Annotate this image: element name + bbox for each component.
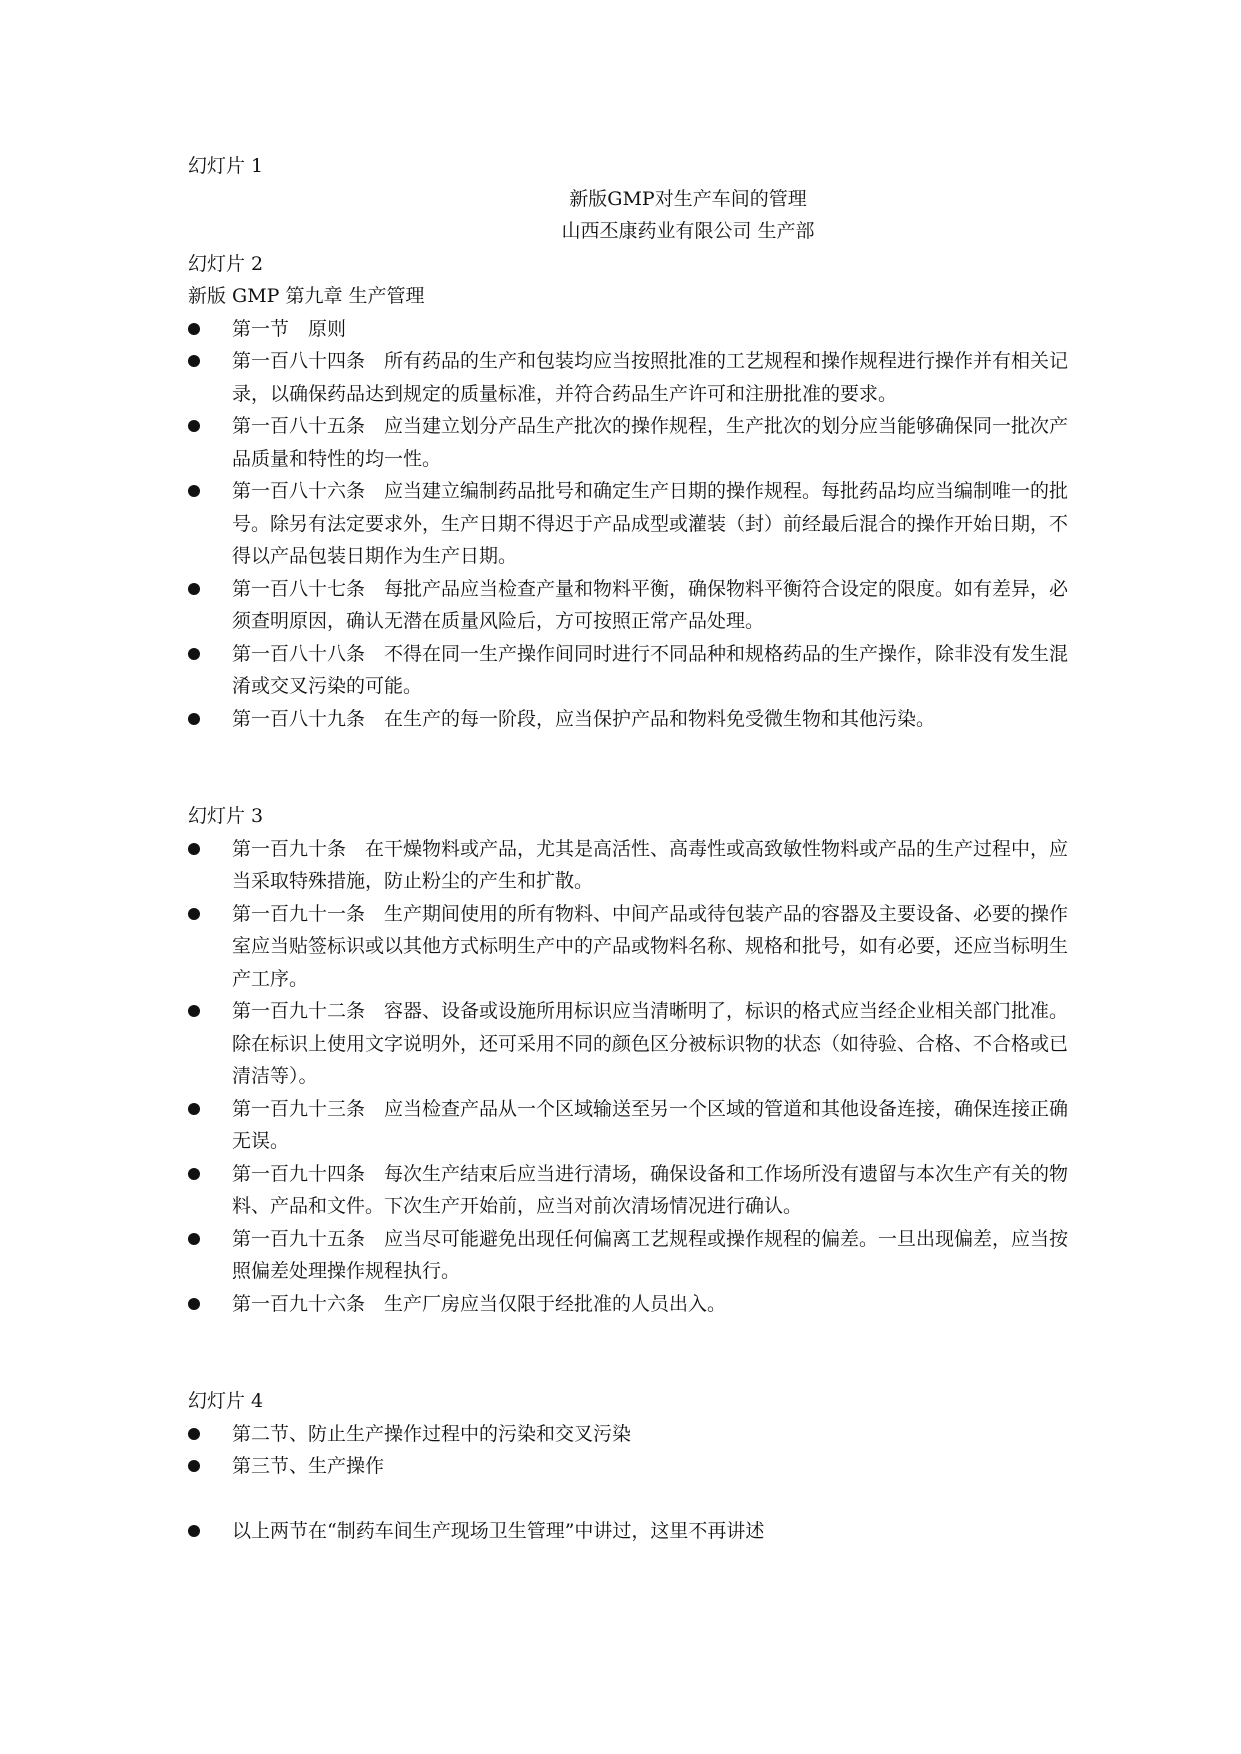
spacer: [188, 1483, 1068, 1515]
slide4-note: 以上两节在“制药车间生产现场卫生管理”中讲过，这里不再讲述: [232, 1519, 765, 1542]
list-item: [188, 1515, 1068, 1548]
list-item: [188, 833, 1068, 898]
bullet-icon: [188, 1233, 200, 1245]
bullet-icon: [188, 1168, 200, 1180]
list-item-text: 第一百八十五条 应当建立划分产品生产批次的操作规程，生产批次的划分应当能够确保同一批次产品质量和特性的均一性。: [232, 415, 1069, 470]
bullet-icon: [188, 420, 200, 432]
list-item: [188, 1418, 1068, 1451]
bullet-icon: [188, 1460, 200, 1472]
list-item: [188, 1093, 1068, 1158]
spacer: [188, 735, 1068, 800]
list-item-text: 第一百八十六条 应当建立编制药品批号和确定生产日期的操作规程。每批药品均应当编制唯一的批号。除另有法定要求外，生产日期不得迟于产品成型或灌装（封）前经最后混合的操作开始日期，不得以产品包装日期作为生产日期。: [232, 480, 1069, 567]
list-item: [188, 1450, 1068, 1483]
list-item: [188, 313, 1068, 346]
bullet-icon: [188, 583, 200, 595]
bullet-icon: [188, 908, 200, 920]
list-item-text: 第一百九十一条 生产期间使用的所有物料、中间产品或待包装产品的容器及主要设备、必要的操作室应当贴签标识或以其他方式标明生产中的产品或物料名称、规格和批号，如有必要，还应当标明生产工序。: [232, 902, 1069, 990]
list-item-text: 第一节 原则: [232, 317, 347, 340]
bullet-icon: [188, 1428, 200, 1440]
list-item-text: 第一百八十七条 每批产品应当检查产量和物料平衡，确保物料平衡符合设定的限度。如有差异，必须查明原因，确认无潜在质量风险后，方可按照正常产品处理。: [232, 577, 1069, 632]
list-item-text: 第三节、生产操作: [232, 1455, 385, 1477]
bullet-icon: [188, 485, 200, 497]
list-item-text: 第一百九十四条 每次生产结束后应当进行清场，确保设备和工作场所没有遗留与本次生产有关的物料、产品和文件。下次生产开始前，应当对前次清场情况进行确认。: [232, 1162, 1069, 1217]
bullet-icon: [188, 713, 200, 725]
bullet-icon: [188, 1103, 200, 1115]
slide1-subtitle: 山西丕康药业有限公司 生产部: [561, 220, 815, 242]
slide4-note-list: [188, 1515, 1068, 1548]
list-item-text: 第一百九十条 在干燥物料或产品，尤其是高活性、高毒性或高致敏性物料或产品的生产过程中，应当采取特殊措施，防止粉尘的产生和扩散。: [232, 837, 1069, 892]
list-item: [188, 1223, 1068, 1288]
bullet-icon: [188, 1005, 200, 1017]
list-item-text: 第一百九十五条 应当尽可能避免出现任何偏离工艺规程或操作规程的偏差。一旦出现偏差，应当按照偏差处理操作规程执行。: [232, 1227, 1069, 1282]
list-item: [188, 898, 1068, 996]
list-item: [188, 1288, 1068, 1321]
list-item-text: 第一百八十八条 不得在同一生产操作间同时进行不同品种和规格药品的生产操作，除非没有发生混淆或交叉污染的可能。: [232, 642, 1069, 697]
slide1-label: 幻灯片 1: [188, 155, 264, 177]
bullet-icon: [188, 323, 200, 335]
list-item: [188, 638, 1068, 703]
list-item: [188, 1158, 1068, 1223]
list-item-text: 第一百八十四条 所有药品的生产和包装均应当按照批准的工艺规程和操作规程进行操作并有相关记录，以确保药品达到规定的质量标准，并符合药品生产许可和注册批准的要求。: [232, 350, 1069, 405]
list-item-text: 第一百八十九条 在生产的每一阶段，应当保护产品和物料免受微生物和其他污染。: [232, 707, 936, 730]
bullet-icon: [188, 355, 200, 367]
list-item-text: 第一百九十六条 生产厂房应当仅限于经批准的人员出入。: [232, 1292, 727, 1315]
bullet-icon: [188, 648, 200, 660]
slide1-title: 新版GMP对生产车间的管理: [569, 187, 807, 210]
slide2-label: 幻灯片 2: [188, 252, 264, 275]
list-item: [188, 475, 1068, 573]
bullet-icon: [188, 1298, 200, 1310]
slide4-label: 幻灯片 4: [188, 1390, 264, 1412]
list-item: [188, 703, 1068, 736]
list-item-text: 第一百九十二条 容器、设备或设施所用标识应当清晰明了，标识的格式应当经企业相关部门批准。除在标识上使用文字说明外，还可采用不同的颜色区分被标识物的状态（如待验、合格、不合格或已清洁等）。: [232, 1000, 1069, 1087]
list-item-text: 第二节、防止生产操作过程中的污染和交叉污染: [232, 1422, 632, 1445]
list-item: [188, 345, 1068, 410]
list-item: [188, 995, 1068, 1093]
slide2-heading: 新版 GMP 第九章 生产管理: [188, 285, 425, 307]
slide2-list: [188, 313, 1068, 736]
bullet-icon: [188, 1525, 200, 1537]
slide4-list: [188, 1418, 1068, 1483]
slide3-label: 幻灯片 3: [188, 805, 264, 827]
bullet-icon: [188, 843, 200, 855]
list-item: [188, 410, 1068, 475]
slide3-list: [188, 833, 1068, 1321]
document-page: [188, 150, 1068, 1547]
list-item: [188, 573, 1068, 638]
list-item-text: 第一百九十三条 应当检查产品从一个区域输送至另一个区域的管道和其他设备连接，确保连接正确无误。: [232, 1097, 1069, 1152]
spacer: [188, 1320, 1068, 1385]
